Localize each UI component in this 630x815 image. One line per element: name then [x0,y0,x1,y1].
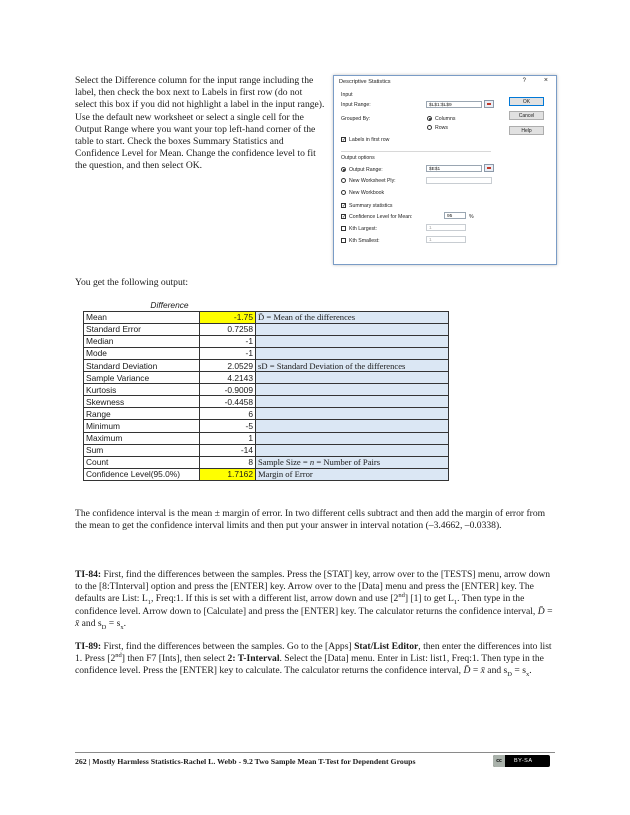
output-range-radio[interactable] [341,167,346,172]
table-row [84,335,449,347]
row-label: Sum [84,444,200,456]
row-value: -0.9009 [200,384,256,396]
cc-icon: cc [493,755,505,767]
columns-label: Columns [435,116,456,122]
row-note [256,384,449,396]
footer-divider [75,752,555,753]
ti84-text: First, find the differences between the samples. Press the [STAT] key, arrow over to the [TESTS] menu, arrow down to the [8:TInterval] option and press the [ENTER] key. Arrow over to the [Data] menu and press the [ENTER] key. The defaults are List: L [75,569,551,605]
kth-smallest-label: Kth Smallest: [349,238,380,244]
equals-sign: = [470,665,481,677]
table-row [84,384,449,396]
row-value: 0.7258 [200,323,256,335]
row-note [256,372,449,384]
input-range-label: Input Range: [341,102,371,108]
n-variable: n [309,457,315,468]
confidence-interval-paragraph: The confidence interval is the mean ± margin of error. In two different cells subtract and then add the margin of error from the mean to get the confidence interval limits and then put your answer in interval notation (–3.4662, –0.0338). [75,508,546,532]
row-note [256,335,449,347]
page-footer: 262 | Mostly Harmless Statistics-Rachel L. Webb - 9.2 Two Sample Mean T-Test for Dependent Groups [75,757,416,766]
help-button[interactable]: Help [509,126,544,135]
xbar-symbol: x̄ [480,665,485,677]
row-value: -5 [200,420,256,432]
subscript: x [525,671,530,679]
row-label: Mode [84,347,200,359]
confidence-level-checkbox[interactable]: ✓ [342,214,347,220]
table-row [84,444,449,456]
kth-largest-field[interactable]: 1 [426,224,466,231]
equals-sign: = [544,605,553,617]
kth-smallest-checkbox[interactable] [341,238,346,243]
row-label: Maximum [84,432,200,444]
output-group-label: Output options [341,155,375,161]
dbar-symbol: D̄ [463,665,471,677]
table-row [84,420,449,432]
ti84-text: = s [106,617,121,629]
new-worksheet-field[interactable] [426,177,492,184]
row-note [256,444,449,456]
row-label: Count [84,456,200,468]
rows-radio[interactable] [427,125,432,130]
descriptive-statistics-dialog [333,75,557,265]
cc-license-badge[interactable] [493,755,550,767]
row-label: Mean [84,311,200,323]
ti89-text: and s [484,665,508,677]
ti84-text: , Freq:1. If this is set with a different list, arrow down and use [2 [150,593,399,605]
new-worksheet-radio[interactable] [341,178,346,183]
ti89-text: = s [512,665,526,677]
table-row [84,372,449,384]
row-label: Standard Deviation [84,359,200,371]
dbar-symbol: D̄ [258,312,265,323]
row-note [256,408,449,420]
summary-statistics-label: Summary statistics [349,203,393,209]
ti89-text: First, find the differences between the samples. Go to the [Apps] [101,641,355,652]
ti84-text: . [123,617,126,629]
ok-button[interactable]: OK [509,97,544,106]
table-row [84,408,449,420]
row-label: Standard Error [84,323,200,335]
ti84-text: . Then type in the confidence level. Arrow down to [Calculate] and press the [ENTER] key. The calculator returns the confidence interval, [75,593,538,617]
ti89-text: . [529,665,532,677]
row-value: 4.2143 [200,372,256,384]
row-value: 1.7162 [200,468,256,480]
table-header: Difference [84,299,256,311]
row-value: -1 [200,335,256,347]
row-value: -1.75 [200,311,256,323]
table-header-spacer [256,299,449,311]
ti84-label: TI-84: [75,569,102,580]
row-value: 6 [200,408,256,420]
row-label: Range [84,408,200,420]
table-row [84,396,449,408]
labels-first-row-label: Labels in first row [349,137,390,143]
labels-first-row-checkbox[interactable]: ✓ [342,137,347,143]
ti84-text: ] [1] to get L [404,593,454,605]
input-range-collapse-icon[interactable] [484,100,494,108]
subscript: D [101,623,107,631]
input-range-field[interactable]: $L$1:$L$9 [426,101,482,108]
subscript: D [507,671,512,679]
xbar-symbol: x̄ [75,617,80,629]
kth-smallest-field[interactable]: 1 [426,236,466,243]
cancel-button[interactable]: Cancel [509,111,544,120]
kth-largest-checkbox[interactable] [341,226,346,231]
help-icon[interactable]: ? [522,78,526,84]
ti84-text: and s [79,617,102,629]
output-range-field[interactable]: $E$1 [426,165,482,172]
instructions-paragraph: Select the Difference column for the input range including the label, then check the box next to Labels in first row (do not select this box if you did not highlight a label in the input range). Use the default new worksheet or select a single cell for the Output Range where you want your top left-hand corner of the table to start. Check the boxes Summary Statistics and Confidence Level for Mean. Change the confidence level to fit the question, and then select OK. [75,75,325,172]
row-note [256,456,449,468]
ti89-text: ] then F7 [Ints], then select [121,653,228,665]
row-label: Median [84,335,200,347]
new-workbook-radio[interactable] [341,190,346,195]
table-row [84,311,449,323]
superscript: nd [115,652,122,660]
close-icon[interactable]: × [543,77,548,84]
table-header-row [84,299,449,311]
percent-sign: % [469,214,474,220]
table-row [84,468,449,480]
row-value: -1 [200,347,256,359]
ti89-text: , then enter the differences into list 1. Press [2 [75,641,552,665]
row-label: Minimum [84,420,200,432]
ti89-label: TI-89: [75,641,102,652]
summary-statistics-checkbox[interactable]: ✓ [342,203,347,209]
group-divider [341,151,491,152]
input-group-label: Input [341,92,353,98]
descriptive-statistics-output-table [83,299,449,481]
kth-largest-label: Kth Largest: [349,226,377,232]
table-row [84,432,449,444]
row-note: Margin of Error [256,468,449,480]
row-value: 2.0529 [200,359,256,371]
table-row [84,359,449,371]
row-note [256,323,449,335]
row-label: Skewness [84,396,200,408]
row-note: sD = Standard Deviation of the differences [256,359,449,371]
row-value: 8 [200,456,256,468]
row-note [256,347,449,359]
confidence-level-field[interactable]: 95 [444,212,466,219]
output-range-label: Output Range: [349,167,383,173]
new-worksheet-label: New Worksheet Ply: [349,178,396,184]
row-note [256,396,449,408]
row-note-text: = Mean of the differences [264,312,356,323]
license-label: BY-SA [514,758,533,764]
row-value: 1 [200,432,256,444]
subscript: 1 [453,599,458,607]
dialog-title: Descriptive Statistics [339,79,391,85]
superscript: nd [398,592,405,600]
ti89-paragraph [75,641,555,678]
table-row [84,347,449,359]
row-note-text: = Number of Pairs [314,457,381,468]
row-note [256,432,449,444]
table-row [84,323,449,335]
ti89-text: . Select the [Data] menu. Enter in List: list1, Freq:1. Then type in the confidence level. Press the [ENTER] key to calculate. The calculator returns the confidence interval, [75,653,544,677]
columns-radio[interactable] [427,116,432,121]
dbar-symbol: D̄ [537,605,545,617]
ti84-paragraph [75,569,555,630]
output-range-collapse-icon[interactable] [484,164,494,172]
row-note [256,420,449,432]
row-note-prefix: Sample Size = [258,457,310,468]
bold-term: 2: T-Interval [227,653,280,665]
row-note [256,311,449,323]
row-label: Kurtosis [84,384,200,396]
output-lead-text: You get the following output: [75,277,189,288]
grouped-by-label: Grouped By: [341,116,371,122]
bold-term: Stat/List Editor [354,641,419,652]
row-value: -0.4458 [200,396,256,408]
dialog-titlebar [334,76,556,89]
subscript: x [120,623,124,631]
table-row [84,456,449,468]
confidence-level-label: Confidence Level for Mean: [349,214,413,220]
new-workbook-label: New Workbook [349,190,385,196]
row-value: -14 [200,444,256,456]
rows-label: Rows [435,125,448,131]
row-label: Confidence Level(95.0%) [84,468,200,480]
subscript: 1 [147,599,151,607]
row-label: Sample Variance [84,372,200,384]
